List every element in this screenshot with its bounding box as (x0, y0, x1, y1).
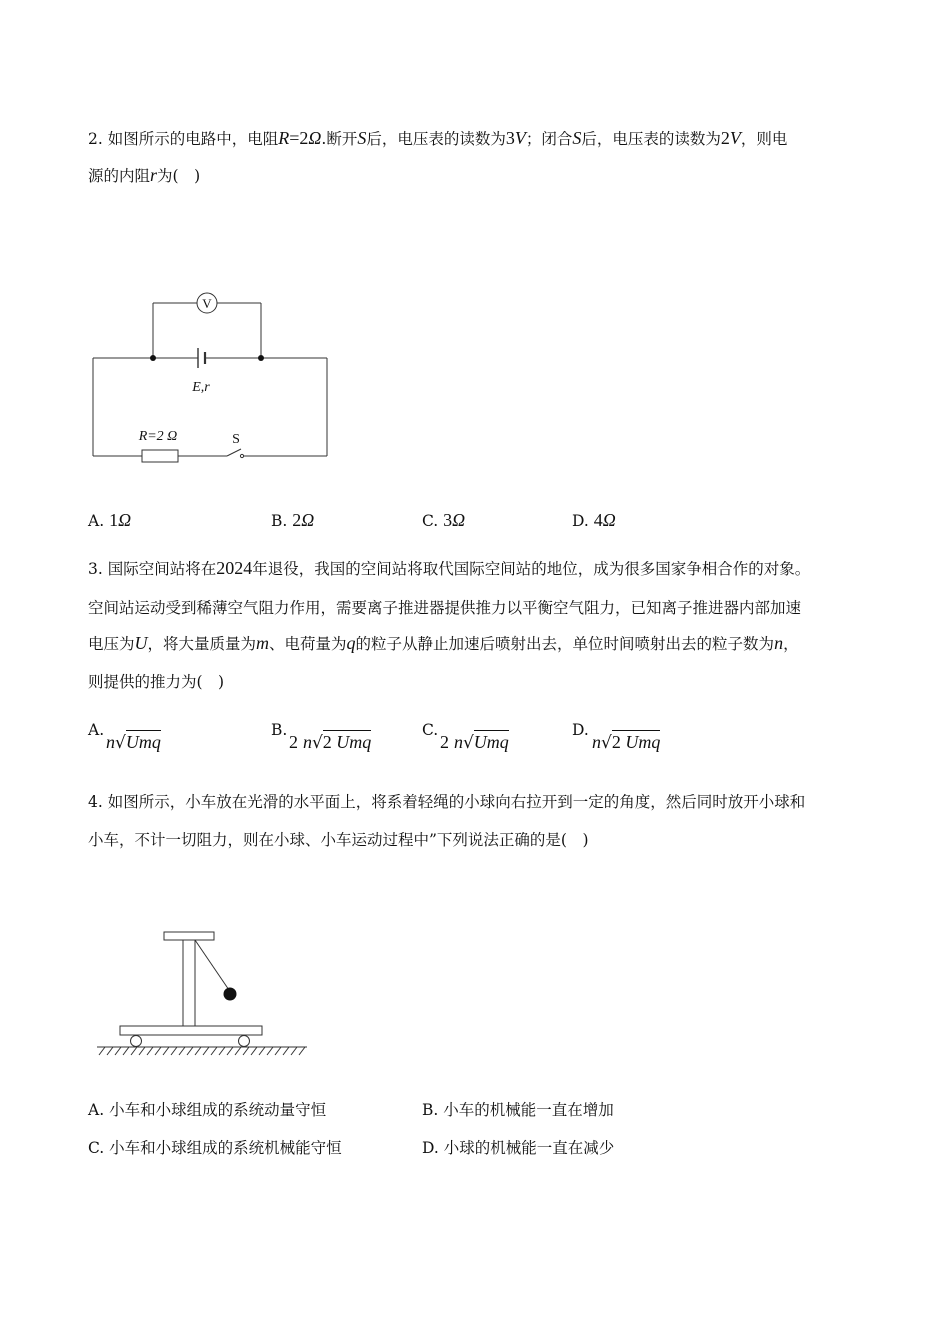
q2-stem-line2: 源的内阻r为( ) (88, 165, 201, 185)
q3-option-c-formula: 2 n√Umq (440, 732, 509, 753)
q2-stem-line1: 2. 如图所示的电路中，电阻R=2Ω.断开S后，电压表的读数为3V；闭合S后，电压表的读数为2V，则电 (88, 128, 788, 148)
q3-stem-line1: 3. 国际空间站将在2024年退役，我国的空间站将取代国际空间站的地位，成为很多国家争相合作的对象。 (88, 558, 811, 578)
circuit-diagram (85, 285, 335, 470)
q3-stem-line4: 则提供的推力为( ) (88, 673, 225, 691)
q3-option-c[interactable]: C. 2 n√Umq (422, 721, 509, 753)
q2-option-d[interactable]: D. 4Ω (572, 510, 616, 530)
q3-stem-line3: 电压为U，将大量质量为m、电荷量为q的粒子从静止加速后喷射出去，单位时间喷射出去的粒子数为n， (88, 633, 799, 653)
q4-stem-line1: 4. 如图所示，小车放在光滑的水平面上，将系着轻绳的小球向右拉开到一定的角度，然后同时放开小球和 (88, 793, 806, 811)
q3-option-b[interactable]: B. 2 n√2 Umq (271, 721, 372, 753)
q2-option-c[interactable]: C. 3Ω (422, 510, 466, 530)
resistor-label: R=2 Ω (138, 429, 178, 444)
q3-option-a-formula: n√Umq (106, 732, 161, 753)
q3-option-a[interactable]: A. n√Umq (88, 721, 161, 753)
q2-option-b[interactable]: B. 2Ω (271, 510, 315, 530)
q4-option-a[interactable]: A. 小车和小球组成的系统动量守恒 (88, 1101, 327, 1119)
q3-option-b-formula: 2 n√2 Umq (289, 732, 372, 753)
q2-option-a[interactable]: A. 1Ω (88, 510, 132, 530)
q4-option-b[interactable]: B. 小车的机械能一直在增加 (422, 1101, 614, 1119)
q4-stem-line2: 小车，不计一切阻力，则在小球、小车运动过程中”下列说法正确的是( ) (88, 831, 589, 849)
source-label: E,r (192, 380, 210, 395)
q3-stem-line2: 空间站运动受到稀薄空气阻力作用，需要离子推进器提供推力以平衡空气阻力，已知离子推进器内部加速 (88, 599, 802, 617)
q3-option-d-formula: n√2 Umq (592, 732, 661, 753)
pendulum-ball (224, 988, 237, 1001)
q3-option-d[interactable]: D. n√2 Umq (572, 721, 661, 753)
switch-label: S (232, 432, 240, 447)
voltmeter-label: V (202, 296, 212, 311)
q4-option-d[interactable]: D. 小球的机械能一直在减少 (422, 1139, 615, 1157)
q4-option-c[interactable]: C. 小车和小球组成的系统机械能守恒 (88, 1139, 342, 1157)
cart-pendulum-diagram (95, 928, 310, 1058)
